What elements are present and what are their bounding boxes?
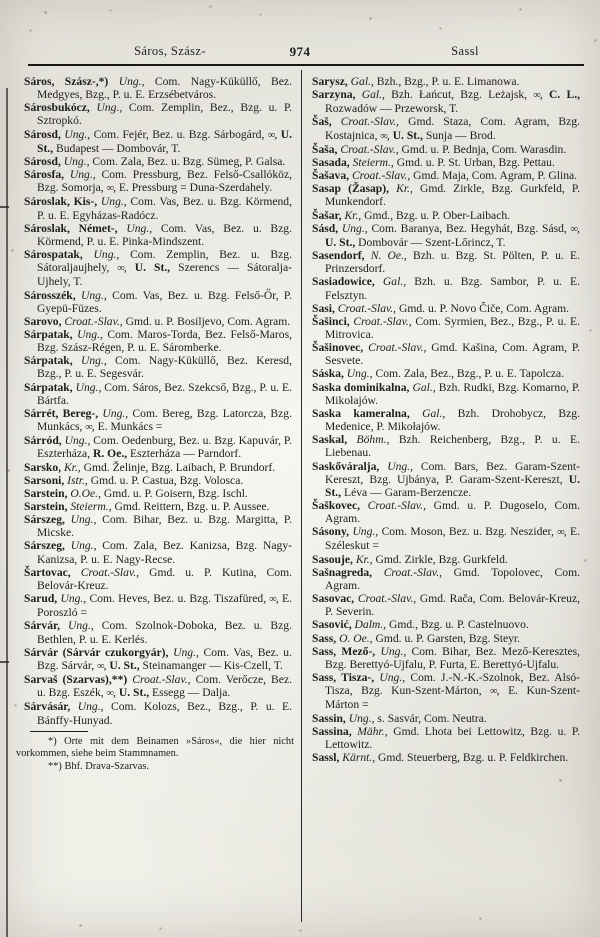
- gazetteer-entry: [24, 487, 292, 500]
- entry-text: Sároslak, Kis-,: [24, 195, 98, 209]
- entry-text: ,: [274, 127, 281, 141]
- entry-text: Sárpatak,: [24, 327, 73, 341]
- entry-text: U. St.,: [134, 261, 171, 275]
- gazetteer-entry: [24, 381, 292, 407]
- entry-text: Gmd., Bzg. u. P. Castelnuovo.: [386, 618, 529, 632]
- gazetteer-entry: [24, 673, 292, 700]
- entry-text: Croat.-Slav.,: [349, 169, 411, 183]
- entry-text: Ung.,: [64, 513, 97, 527]
- entry-text: Sároslak, Német-,: [24, 221, 118, 235]
- gazetteer-entry: [24, 128, 292, 155]
- gazetteer-entry: [312, 315, 580, 341]
- entry-text: Ung.,: [82, 248, 120, 262]
- entry-text: Šaškovec,: [312, 499, 360, 512]
- gazetteer-entry: [312, 156, 580, 169]
- entry-text: Saska dominikalna,: [312, 380, 410, 394]
- entry-text: Ung.,: [57, 592, 87, 606]
- entry-text: Gmd. u. P. Novo Čiče, Com. Agram.: [396, 301, 570, 315]
- entry-text: Ung.,: [108, 75, 145, 88]
- gazetteer-entry: [24, 195, 292, 221]
- entry-text: Ung.,: [72, 380, 102, 394]
- gazetteer-entry: [24, 434, 292, 460]
- entry-text: Croat.-Slav.,: [337, 142, 399, 156]
- entry-text: Ung.,: [60, 127, 91, 141]
- entry-text: Sárosbukócz,: [24, 101, 90, 115]
- entry-text: Sassl,: [312, 750, 340, 764]
- entry-text: Croat.-Slav.,: [334, 301, 397, 315]
- entry-text: Sárpatak,: [24, 380, 73, 394]
- gazetteer-entry: [24, 407, 292, 434]
- entry-text: Com. Nagy-Küküllő, Bez. Medgyes, Bzg., P. u. E. Erzsébetváros.: [37, 75, 292, 102]
- gazetteer-entry: [24, 566, 292, 592]
- entry-text: Sáska,: [312, 367, 344, 381]
- gazetteer-entry: [24, 168, 292, 195]
- gazetteer-entry: [312, 645, 580, 671]
- gazetteer-entry: [312, 75, 580, 88]
- entry-text: O.Oe.,: [67, 486, 101, 500]
- entry-text: Saskőváralja,: [312, 459, 380, 473]
- entry-text: Sasada,: [312, 155, 350, 169]
- entry-text: Croat.-Slav.,: [363, 341, 427, 355]
- entry-text: Ung.,: [89, 101, 123, 115]
- entry-text: Gmd. u. P. Goisern, Bzg. Ischl.: [100, 486, 248, 500]
- column-divider: [301, 70, 302, 922]
- gazetteer-entry: [312, 367, 580, 380]
- entry-text: Ung.,: [59, 619, 94, 633]
- entry-text: Gmd. u. P. St. Urban, Bzg. Pettau.: [393, 155, 555, 169]
- gazetteer-entry: [24, 248, 292, 288]
- entry-text: Kr.,: [389, 182, 413, 196]
- entry-text: ,: [123, 261, 135, 275]
- entry-text: Com. Baranya, Bez. Hegyhát, Bzg. Sásd,: [367, 221, 571, 235]
- entry-text: Ung.,: [117, 221, 153, 235]
- entry-text: , E. Poroszló =: [37, 592, 292, 620]
- entry-text: Gmd. u. P. Bosiljevo, Com. Agram.: [122, 314, 291, 328]
- entry-text: Sasendorf,: [312, 249, 365, 263]
- entry-text: Bzh. Reichenberg, Bzg., P. u. E. Liebenau.: [325, 433, 581, 460]
- entry-text: Sásd,: [312, 221, 339, 235]
- gazetteer-entry: [24, 513, 292, 539]
- footnote-block: [16, 731, 294, 774]
- entry-text: Ung.,: [61, 434, 91, 448]
- entry-text: Gmd. u. P. Dugoselo, Com. Agram.: [325, 499, 580, 526]
- entry-text: Croat.-Slav.,: [360, 499, 426, 512]
- entry-text: Kr.,: [61, 460, 81, 474]
- entry-text: Sarstein,: [24, 500, 68, 513]
- gazetteer-entry: [24, 75, 292, 101]
- entry-text: , E. Pressburg = Duna-Szerdahely.: [113, 181, 273, 195]
- entry-text: Dalm.,: [351, 618, 387, 632]
- entry-text: Com. Zala, Bez., Bzg., P. u. E. Tapolcza.: [372, 367, 565, 381]
- post-horn-icon: ∞: [490, 686, 497, 698]
- gazetteer-entry: [312, 499, 580, 525]
- entry-text: Com. J.-N.-K.-Szolnok, Bez. Alsó-Tisza, Bzg. Kun-Szent-Márton,: [325, 671, 580, 698]
- entry-text: Gal.,: [409, 406, 446, 420]
- footnote: *) Orte mit dem Beinamen »Sáros«, die hier nicht vorkommen, siehe beim Stammnamen.: [16, 735, 294, 760]
- entry-text: Com. Syrmien, Bez., Bzg., P. u. E. Mitrovica.: [325, 314, 580, 341]
- entry-text: Sarstein,: [24, 486, 68, 500]
- entry-text: Dombovár — Szent-Lőrincz, T.: [355, 235, 506, 249]
- book-gutter-line: [6, 88, 8, 937]
- header-rule: [28, 64, 584, 66]
- gazetteer-entry: [312, 302, 580, 315]
- gazetteer-entry: [24, 155, 292, 168]
- entry-text: Ung.,: [64, 168, 96, 182]
- entry-text: Sasi,: [312, 301, 335, 315]
- margin-mark: [0, 661, 9, 663]
- gazetteer-entry: [24, 592, 292, 619]
- entry-text: Ung.,: [70, 700, 104, 714]
- entry-text: Sunja — Brod.: [422, 128, 496, 142]
- entry-text: Ung.,: [374, 671, 406, 685]
- gazetteer-entry: [312, 182, 580, 208]
- margin-mark: [0, 206, 9, 208]
- entry-text: Croat.-Slav.,: [70, 565, 140, 579]
- entry-text: Com. Sáros, Bez. Szekcső, Bzg., P. u. E. Bártfa.: [37, 380, 292, 407]
- entry-text: Szerencs — Sátoralja-Ujhely, T.: [37, 261, 293, 289]
- entry-text: Sárosszék,: [24, 288, 76, 302]
- entry-text: U. St.,: [37, 127, 293, 155]
- entry-text: Gmd. Reittern, Bzg. u. P. Aussee.: [111, 500, 270, 513]
- entry-text: Sarud,: [24, 592, 58, 606]
- entry-text: Com. Zala, Bez. u. Bzg. Sümeg, P. Galsa.: [89, 154, 286, 168]
- entry-text: Gmd. Steuerberg, Bzg. u. P. Feldkirchen.: [375, 750, 569, 764]
- post-horn-icon: ∞: [106, 183, 114, 195]
- gazetteer-entry: [24, 222, 292, 248]
- entry-text: Sárród,: [24, 434, 62, 448]
- entry-text: ,: [386, 128, 393, 142]
- entry-text: Šartovac,: [24, 565, 71, 579]
- entry-text: Bzh. Drohobycz, Bzg. Medenice, P. Mikołajów.: [325, 406, 580, 434]
- entry-text: Gmd. Zirkle, Bzg. Gurkfeld, P. Munkendorf.: [325, 182, 580, 209]
- gazetteer-entry: [24, 619, 292, 645]
- entry-text: R. Oe.,: [93, 447, 128, 461]
- entry-text: Sarsko,: [24, 460, 62, 474]
- entry-text: Šaš,: [312, 115, 332, 129]
- gazetteer-entry: [24, 354, 292, 380]
- entry-text: Eszterháza — Parndorf.: [127, 447, 242, 461]
- entry-text: Gmd., Bzg. u. P. Ober-Laibach.: [361, 208, 511, 222]
- entry-text: Gmd. u. P. Castua, Bzg. Volosca.: [87, 473, 244, 487]
- entry-text: C. L.,: [548, 88, 580, 102]
- entry-text: Gmd. Staza, Com. Agram, Bzg. Kostajnica,: [325, 115, 580, 142]
- entry-text: Böhm.,: [347, 433, 390, 447]
- entry-text: Com. Bihar, Bez. Mező-Keresztes, Bzg. Berettyó-Ujfalu, P. Furta, E. Berettyó-Ujfalu.: [325, 644, 581, 671]
- gazetteer-entry: [312, 525, 580, 552]
- footnote: **) Bhf. Drava-Szarvas.: [48, 760, 149, 772]
- entry-text: Sárosd,: [24, 154, 61, 168]
- post-horn-icon: ∞: [97, 660, 104, 672]
- entry-text: Sárosfa,: [24, 168, 65, 182]
- entry-text: Com. Bereg, Bzg. Latorcza, Bzg. Munkács,: [37, 406, 292, 434]
- entry-text: Šašar,: [312, 208, 342, 222]
- entry-text: Léva — Garam-Berzencze.: [341, 485, 472, 499]
- entry-text: Sarovo,: [24, 314, 62, 328]
- entry-text: Rozwadów — Przeworsk, T.: [325, 102, 459, 116]
- entry-text: Com. Zemplin, Bez. u. Bzg. Sátoraljaujhely,: [37, 248, 292, 275]
- entry-text: Com. Zemplin, Bez., Bzg. u. P. Sztropkó.: [37, 101, 293, 128]
- entry-text: Istr.,: [64, 473, 88, 487]
- footnote-rule: [30, 731, 88, 732]
- entry-text: Com. Moson, Bez. u. Bzg. Neszider,: [378, 525, 558, 539]
- entry-text: Sasap (Žasap),: [312, 182, 389, 196]
- gazetteer-entry: [312, 88, 580, 115]
- entry-text: Com. Heves, Bez. u. Bzg. Tiszafüred,: [86, 592, 270, 606]
- entry-text: Gmd. Topolovec, Com. Agram.: [325, 565, 581, 592]
- gazetteer-entry: [312, 115, 580, 142]
- entry-text: Croat.-Slav.,: [349, 314, 412, 328]
- entry-text: Sarysz,: [312, 75, 348, 88]
- entry-text: Sarsoni,: [24, 473, 65, 487]
- entry-text: Gmd. Želinje, Bzg. Laibach, P. Brundorf.: [80, 460, 276, 474]
- entry-text: Ung.,: [75, 288, 107, 302]
- entry-text: Com. Maros-Torda, Bez. Felső-Maros, Bzg. Szász-Régen, P. u. E. Sáromberke.: [37, 327, 292, 355]
- gazetteer-entry: [24, 539, 292, 565]
- entry-text: Ung.,: [97, 195, 127, 209]
- gazetteer-entry: [312, 407, 580, 433]
- entry-text: Com. Fejér, Bez. u. Bzg. Sárbogárd,: [90, 127, 268, 141]
- entry-text: Essegg — Dalja.: [149, 686, 231, 700]
- entry-text: Bzh. u. Bzg. St. Pölten, P. u. E. Prinzersdorf.: [325, 249, 580, 276]
- entry-text: N. Oe.,: [364, 249, 407, 263]
- entry-text: ,: [103, 658, 110, 672]
- entry-text: Steinamanger — Kis-Czell, T.: [139, 658, 283, 672]
- gazetteer-entry: [312, 433, 580, 459]
- entry-text: Com. Verőcze, Bez. u. Bzg. Eszék,: [37, 673, 292, 700]
- gazetteer-entry: [24, 700, 292, 726]
- entry-text: Com. Vas, Bez. u. Bzg. Körmend, P. u. E. Pinka-Mindszent.: [37, 221, 292, 248]
- entry-text: Šaša,: [312, 142, 338, 156]
- entry-text: Sarzyna,: [312, 88, 356, 102]
- entry-text: Croat.-Slav.,: [354, 592, 417, 606]
- entry-text: Sasiadowice,: [312, 275, 375, 289]
- entry-text: Šašinci,: [312, 314, 350, 328]
- gazetteer-entry: [312, 209, 580, 222]
- entry-text: Gmd. Zirkle, Bzg. Gurkfeld.: [372, 552, 508, 566]
- entry-text: Mähr.,: [351, 724, 388, 738]
- entry-text: Com. Vas, Bez. u. Bzg. Sárvár,: [37, 645, 292, 672]
- entry-text: Ung.,: [72, 327, 103, 341]
- gazetteer-entry: [312, 712, 580, 725]
- entry-text: ,: [577, 221, 580, 235]
- entry-text: s. Sasvár, Com. Neutra.: [374, 711, 487, 725]
- entry-text: Bzh. Rudki, Bzg. Komarno, P. Mikołajów.: [325, 380, 580, 407]
- entry-text: Sassina,: [312, 724, 352, 738]
- entry-text: Sass, Tisza-,: [312, 671, 375, 685]
- entry-text: Com. Vas, Bez. u. Bzg. Körmend, P. u. E. Egyházas-Radócz.: [37, 195, 293, 222]
- entry-text: Bzh., Bzg., P. u. E. Limanowa.: [373, 75, 520, 88]
- entry-text: Šašinovec,: [312, 341, 364, 355]
- entry-text: Ung.,: [98, 406, 129, 420]
- entry-text: Ung.,: [338, 221, 368, 235]
- entry-text: Gmd. u. P. Kutina, Com. Belovár-Kreuz.: [37, 565, 293, 592]
- post-horn-icon: ∞: [269, 594, 276, 606]
- entry-text: ,: [113, 686, 119, 700]
- entry-text: Gal.,: [347, 75, 374, 88]
- entry-text: Com. Kolozs, Bez., Bzg., P. u. E. Bánffy-Hunyad.: [37, 700, 292, 727]
- entry-text: Šašava,: [312, 169, 350, 183]
- entry-text: Ung.,: [72, 354, 107, 368]
- post-horn-icon: ∞: [570, 223, 578, 235]
- entry-text: Sasouje,: [312, 552, 353, 566]
- entry-text: Sass,: [312, 631, 337, 645]
- entry-text: Bzh. Łańcut, Bzg. Leżajsk,: [384, 88, 534, 102]
- gazetteer-entry: [312, 341, 580, 367]
- gazetteer-entry: [312, 618, 580, 631]
- entry-text: Sass, Mező-,: [312, 644, 376, 658]
- entry-text: Sárvár,: [24, 619, 60, 633]
- gazetteer-entry: [24, 474, 292, 487]
- entry-text: Sárosd,: [24, 127, 61, 141]
- entry-text: Ung.,: [168, 645, 199, 659]
- entry-text: Ung.,: [379, 459, 413, 473]
- gazetteer-entry: [312, 249, 580, 275]
- entry-text: Sárospatak,: [24, 248, 83, 262]
- entry-text: Com. Vas, Bez. u. Bzg. Felső-Őr, P. Gyepü-Füzes.: [37, 288, 292, 315]
- gazetteer-entry: [24, 328, 292, 354]
- gazetteer-entry: [312, 553, 580, 566]
- gazetteer-entry: [24, 500, 292, 513]
- entry-text: Gmd. Rača, Com. Belovár-Kreuz, P. Severin.: [325, 592, 581, 619]
- gazetteer-entry: [312, 592, 580, 618]
- entry-text: Ung.,: [64, 539, 97, 553]
- entry-text: Com. Pressburg, Bez. Felső-Csallóköz, Bzg. Somorja,: [37, 168, 292, 195]
- post-horn-icon: ∞: [557, 527, 564, 539]
- gazetteer-entry: [24, 289, 292, 315]
- entry-text: Steierm.,: [349, 155, 394, 169]
- entry-text: Sáros, Szász-,*): [24, 75, 109, 88]
- post-horn-icon: ∞: [85, 422, 92, 434]
- entry-text: Com. Szolnok-Doboka, Bez. u. Bzg. Bethlen, P. u. E. Kerlés.: [37, 619, 292, 646]
- gazetteer-entry: [24, 646, 292, 673]
- entry-text: U. St.,: [325, 235, 356, 249]
- gazetteer-entry: [312, 143, 580, 156]
- entry-text: Ung.,: [60, 154, 90, 168]
- entry-text: Steierm.,: [67, 500, 112, 513]
- entry-text: Sárpatak,: [24, 354, 73, 368]
- right-column: [312, 75, 580, 764]
- entry-text: Gmd. u. P. Bednja, Com. Warasdin.: [398, 142, 567, 156]
- entry-text: Ung.,: [349, 525, 379, 539]
- entry-text: Sásony,: [312, 525, 350, 539]
- entry-text: Gmd. Kašina, Com. Agram, P. Sesvete.: [325, 341, 580, 368]
- entry-text: Sárszeg,: [24, 539, 65, 553]
- post-horn-icon: ∞: [380, 130, 387, 142]
- entry-text: Bzh. u. Bzg. Sambor, P. u. E. Felsztyn.: [325, 275, 580, 302]
- entry-text: U. St.,: [392, 128, 423, 142]
- post-horn-icon: ∞: [267, 129, 275, 141]
- gazetteer-entry: [24, 461, 292, 474]
- gazetteer-entry: [312, 725, 580, 751]
- entry-text: ,: [539, 88, 549, 102]
- entry-text: Kr.,: [341, 208, 362, 222]
- entry-text: Kärnt.,: [339, 750, 376, 764]
- entry-text: Gmd. Lhota bei Lettowitz, Bzg. u. P. Lettowitz.: [325, 724, 580, 751]
- entry-text: Sasovac,: [312, 592, 355, 606]
- entry-text: Ung.,: [375, 644, 407, 658]
- gazetteer-entry: [24, 101, 292, 127]
- entry-text: Com. Nagy-Küküllő, Bez. Keresd, Bzg., P. u. E. Segesvár.: [37, 354, 292, 381]
- entry-text: Ung.,: [345, 711, 375, 725]
- entry-text: Gmd. u. P. Garsten, Bzg. Steyr.: [372, 631, 521, 645]
- entry-text: Sassin,: [312, 711, 346, 725]
- entry-text: Sárvásár,: [24, 700, 71, 714]
- entry-text: Com. Bihar, Bez. u. Bzg. Margitta, P. Micske.: [37, 513, 292, 540]
- entry-text: Gal.,: [374, 275, 407, 289]
- running-head-right: Sassl: [451, 44, 479, 58]
- post-horn-icon: ∞: [117, 263, 124, 275]
- gazetteer-entry: [312, 671, 580, 711]
- post-horn-icon: ∞: [533, 90, 540, 102]
- post-horn-icon: ∞: [106, 688, 114, 700]
- scan-noise-specks: [0, 0, 1, 1]
- entry-text: Sarvaš (Szarvas),**): [24, 673, 128, 687]
- gazetteer-entry: [312, 566, 580, 592]
- entry-text: , E. Munkács =: [91, 420, 163, 434]
- gazetteer-entry: [312, 222, 580, 249]
- entry-text: U. St.,: [325, 472, 580, 499]
- entry-text: Gal.,: [355, 88, 385, 102]
- entry-text: Saska kameralna,: [312, 406, 410, 420]
- entry-text: Croat.-Slav.,: [127, 673, 191, 687]
- gazetteer-entry: [312, 169, 580, 182]
- gazetteer-entry: [24, 315, 292, 328]
- entry-text: Sasović,: [312, 618, 352, 632]
- entry-text: Croat.-Slav.,: [331, 115, 400, 129]
- entry-text: U. St.,: [118, 686, 150, 700]
- entry-text: Sárszeg,: [24, 513, 65, 527]
- gazetteer-entry: [312, 275, 580, 301]
- entry-text: U. St.,: [109, 658, 140, 672]
- entry-text: Croat.-Slav.,: [61, 314, 123, 328]
- entry-text: , E. Kun-Szent-Márton =: [325, 684, 581, 712]
- entry-text: , E. Széleskut =: [325, 525, 580, 553]
- entry-text: Sašnagreda,: [312, 565, 373, 579]
- entry-text: Gmd. Maja, Com. Agram, P. Glina.: [410, 169, 578, 183]
- entry-text: O. Oe.,: [336, 631, 373, 645]
- entry-text: Com. Oedenburg, Bez. u. Bzg. Kapuvár, P. Eszterháza,: [37, 434, 292, 461]
- gazetteer-entry: [312, 381, 580, 407]
- entry-text: Kr.,: [352, 552, 373, 566]
- entry-text: Com. Zala, Bez. Kanizsa, Bzg. Nagy-Kanizsa, P. u. E. Nagy-Recse.: [37, 539, 292, 566]
- gazetteer-entry: [312, 632, 580, 645]
- page-number: 974: [289, 44, 311, 59]
- running-head-left: Sáros, Szász-: [134, 44, 206, 58]
- entry-text: Croat.-Slav.,: [372, 565, 442, 579]
- entry-text: Sárvár (Sárvár czukorgyár),: [24, 645, 169, 659]
- entry-text: Ung.,: [343, 367, 373, 381]
- entry-text: Sárrét, Bereg-,: [24, 406, 99, 420]
- entry-text: Budapest — Dombovár, T.: [53, 141, 181, 155]
- entry-text: Gal.,: [409, 380, 436, 394]
- left-column: [16, 75, 294, 773]
- gazetteer-entry: [312, 751, 580, 764]
- entry-text: Saskal,: [312, 433, 348, 447]
- entry-text: Com. Bars, Bez. Garam-Szent-Kereszt, Bzg. Ujbánya, P. Garam-Szent-Kereszt,: [325, 459, 580, 486]
- gazetteer-entry: [312, 460, 580, 499]
